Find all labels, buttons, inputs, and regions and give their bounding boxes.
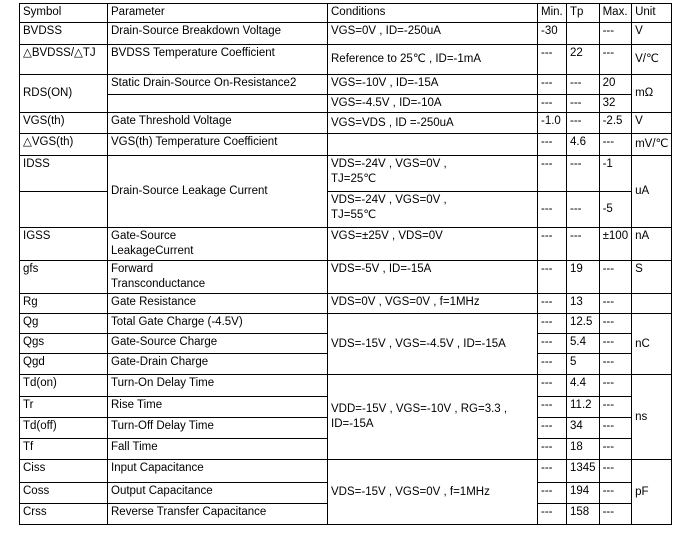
cell-min: --- — [538, 75, 567, 95]
cell-max: --- — [599, 504, 632, 525]
cell-max: 20 — [599, 75, 632, 95]
cell-symbol: RDS(ON) — [20, 75, 108, 113]
cell-conditions — [328, 156, 538, 192]
cell-parameter: Fall Time — [108, 439, 328, 460]
cell-symbol: BVDSS — [20, 23, 108, 45]
cell-parameter: Static Drain-Source On-Resistance2 — [108, 75, 328, 95]
cell-parameter: Reverse Transfer Capacitance — [108, 504, 328, 525]
cell-min: --- — [538, 354, 567, 375]
parameter-line: Gate-Source — [111, 230, 177, 242]
cell-typ: 194 — [567, 483, 600, 504]
cell-unit — [632, 294, 672, 314]
cell-max: 32 — [599, 95, 632, 113]
electrical-characteristics-table — [19, 3, 672, 525]
cell-typ: 1345 — [567, 460, 600, 483]
table-row — [20, 261, 672, 294]
cell-max: --- — [599, 460, 632, 483]
cell-parameter: Gate-Drain Charge — [108, 354, 328, 375]
cell-parameter: Gate Threshold Voltage — [108, 113, 328, 134]
parameter-line: Transconductance — [111, 278, 206, 290]
cell-conditions: VGS=±25V , VDS=0V — [328, 228, 538, 261]
cell-symbol: IGSS — [20, 228, 108, 261]
cell-unit: V/℃ — [632, 45, 672, 75]
cell-max: ±100 — [599, 228, 632, 261]
conditions-line: TJ=25℃ — [331, 173, 377, 185]
header-max: Max. — [599, 4, 632, 23]
conditions-line: VDD=-15V , VGS=-10V , RG=3.3 , — [331, 403, 508, 415]
table-row — [20, 95, 672, 113]
cell-typ: 4.6 — [567, 134, 600, 156]
cell-parameter: Total Gate Charge (-4.5V) — [108, 314, 328, 334]
cell-symbol: △BVDSS/△TJ — [20, 45, 108, 75]
conditions-line: VDS=-24V , VGS=0V , — [331, 158, 447, 170]
header-unit: Unit — [632, 4, 672, 23]
cell-unit: mV/℃ — [632, 134, 672, 156]
cell-typ: --- — [567, 113, 600, 134]
cell-unit: nA — [632, 228, 672, 261]
header-row — [20, 4, 672, 23]
conditions-line: VDS=-24V , VGS=0V , — [331, 194, 447, 206]
cell-unit: mΩ — [632, 75, 672, 113]
cell-symbol: Td(off) — [20, 418, 108, 439]
cell-conditions — [328, 192, 538, 228]
cell-min: --- — [538, 45, 567, 75]
cell-min: --- — [538, 228, 567, 261]
cell-symbol: Qgs — [20, 334, 108, 354]
conditions-line: ID=-15A — [331, 418, 374, 430]
cell-max: --- — [599, 334, 632, 354]
cell-min: --- — [538, 397, 567, 418]
cell-min: --- — [538, 294, 567, 314]
header-typ: Tp — [567, 4, 600, 23]
cell-unit: V — [632, 113, 672, 134]
cell-symbol: IDSS — [20, 156, 108, 192]
cell-typ: 34 — [567, 418, 600, 439]
cell-typ: 158 — [567, 504, 600, 525]
cell-unit: S — [632, 261, 672, 294]
cell-min: --- — [538, 418, 567, 439]
cell-symbol: △VGS(th) — [20, 134, 108, 156]
table-row — [20, 156, 672, 192]
cell-parameter — [108, 261, 328, 294]
cell-min: --- — [538, 192, 567, 228]
cell-max: -1 — [599, 156, 632, 192]
cell-max: --- — [599, 397, 632, 418]
cell-typ — [567, 23, 600, 45]
cell-conditions: VGS=-10V , ID=-15A — [328, 75, 538, 95]
cell-parameter — [108, 228, 328, 261]
cell-typ: 4.4 — [567, 375, 600, 397]
parameter-line: LeakageCurrent — [111, 245, 194, 257]
cell-max: --- — [599, 375, 632, 397]
parameter-line: Forward — [111, 263, 154, 275]
cell-min: --- — [538, 134, 567, 156]
cell-max: --- — [599, 45, 632, 75]
cell-conditions: VGS=0V , ID=-250uA — [328, 23, 538, 45]
cell-symbol: Qgd — [20, 354, 108, 375]
cell-max: -5 — [599, 192, 632, 228]
table-row — [20, 113, 672, 134]
cell-conditions: VDS=0V , VGS=0V , f=1MHz — [328, 294, 538, 314]
cell-typ: --- — [567, 95, 600, 113]
cell-conditions: VDS=-15V , VGS=0V , f=1MHz — [328, 460, 538, 525]
cell-conditions: VDS=-5V , ID=-15A — [328, 261, 538, 294]
cell-parameter: Gate Resistance — [108, 294, 328, 314]
cell-min: -1.0 — [538, 113, 567, 134]
cell-unit: nC — [632, 314, 672, 375]
header-symbol: Symbol — [20, 4, 108, 23]
cell-min: --- — [538, 156, 567, 192]
table-row — [20, 228, 672, 261]
cell-max: --- — [599, 261, 632, 294]
cell-min: --- — [538, 460, 567, 483]
cell-conditions — [328, 375, 538, 460]
cell-max: --- — [599, 134, 632, 156]
cell-symbol: Rg — [20, 294, 108, 314]
cell-unit: uA — [632, 156, 672, 228]
cell-parameter: Rise Time — [108, 397, 328, 418]
cell-max: --- — [599, 483, 632, 504]
table-row — [20, 75, 672, 95]
cell-min: --- — [538, 314, 567, 334]
header-parameter: Parameter — [108, 4, 328, 23]
cell-conditions — [328, 134, 538, 156]
cell-typ: 18 — [567, 439, 600, 460]
cell-parameter: Drain-Source Leakage Current — [108, 156, 328, 228]
cell-parameter: Turn-Off Delay Time — [108, 418, 328, 439]
cell-parameter: Drain-Source Breakdown Voltage — [108, 23, 328, 45]
cell-typ: --- — [567, 192, 600, 228]
cell-typ: 5.4 — [567, 334, 600, 354]
cell-typ: 12.5 — [567, 314, 600, 334]
cell-parameter: Input Capacitance — [108, 460, 328, 483]
table-row — [20, 45, 672, 75]
cell-min: --- — [538, 95, 567, 113]
cell-max: --- — [599, 354, 632, 375]
table-row — [20, 134, 672, 156]
cell-parameter: BVDSS Temperature Coefficient — [108, 45, 328, 75]
table-row — [20, 23, 672, 45]
cell-unit: pF — [632, 460, 672, 525]
cell-min: --- — [538, 439, 567, 460]
conditions-line: TJ=55℃ — [331, 209, 377, 221]
header-conditions: Conditions — [328, 4, 538, 23]
cell-min: --- — [538, 334, 567, 354]
cell-typ: --- — [567, 75, 600, 95]
cell-conditions: VGS=-4.5V , ID=-10A — [328, 95, 538, 113]
cell-typ: --- — [567, 156, 600, 192]
cell-parameter: Turn-On Delay Time — [108, 375, 328, 397]
cell-parameter: Gate-Source Charge — [108, 334, 328, 354]
cell-min: --- — [538, 261, 567, 294]
cell-symbol: VGS(th) — [20, 113, 108, 134]
cell-symbol: Coss — [20, 483, 108, 504]
table-row — [20, 375, 672, 397]
cell-parameter — [108, 95, 328, 113]
cell-symbol: Qg — [20, 314, 108, 334]
cell-max: --- — [599, 418, 632, 439]
cell-unit: ns — [632, 375, 672, 460]
cell-typ: 13 — [567, 294, 600, 314]
cell-parameter: VGS(th) Temperature Coefficient — [108, 134, 328, 156]
cell-unit: V — [632, 23, 672, 45]
cell-max: --- — [599, 439, 632, 460]
cell-symbol: Tf — [20, 439, 108, 460]
cell-symbol: Crss — [20, 504, 108, 525]
cell-typ: 5 — [567, 354, 600, 375]
cell-symbol: Td(on) — [20, 375, 108, 397]
cell-typ: 19 — [567, 261, 600, 294]
cell-min: --- — [538, 504, 567, 525]
cell-conditions: Reference to 25℃ , ID=-1mA — [328, 45, 538, 75]
cell-min: --- — [538, 375, 567, 397]
cell-max: --- — [599, 314, 632, 334]
cell-max: --- — [599, 23, 632, 45]
header-min: Min. — [538, 4, 567, 23]
cell-parameter: Output Capacitance — [108, 483, 328, 504]
cell-typ: 11.2 — [567, 397, 600, 418]
cell-max: -2.5 — [599, 113, 632, 134]
cell-conditions: VGS=VDS , ID =-250uA — [328, 113, 538, 134]
cell-max: --- — [599, 294, 632, 314]
cell-symbol: Tr — [20, 397, 108, 418]
cell-conditions: VDS=-15V , VGS=-4.5V , ID=-15A — [328, 314, 538, 375]
cell-symbol: Ciss — [20, 460, 108, 483]
table-row — [20, 294, 672, 314]
cell-typ: --- — [567, 228, 600, 261]
cell-symbol: gfs — [20, 261, 108, 294]
table-row — [20, 460, 672, 483]
table-row — [20, 314, 672, 334]
cell-symbol — [20, 192, 108, 228]
cell-min: -30 — [538, 23, 567, 45]
cell-typ: 22 — [567, 45, 600, 75]
cell-min: --- — [538, 483, 567, 504]
